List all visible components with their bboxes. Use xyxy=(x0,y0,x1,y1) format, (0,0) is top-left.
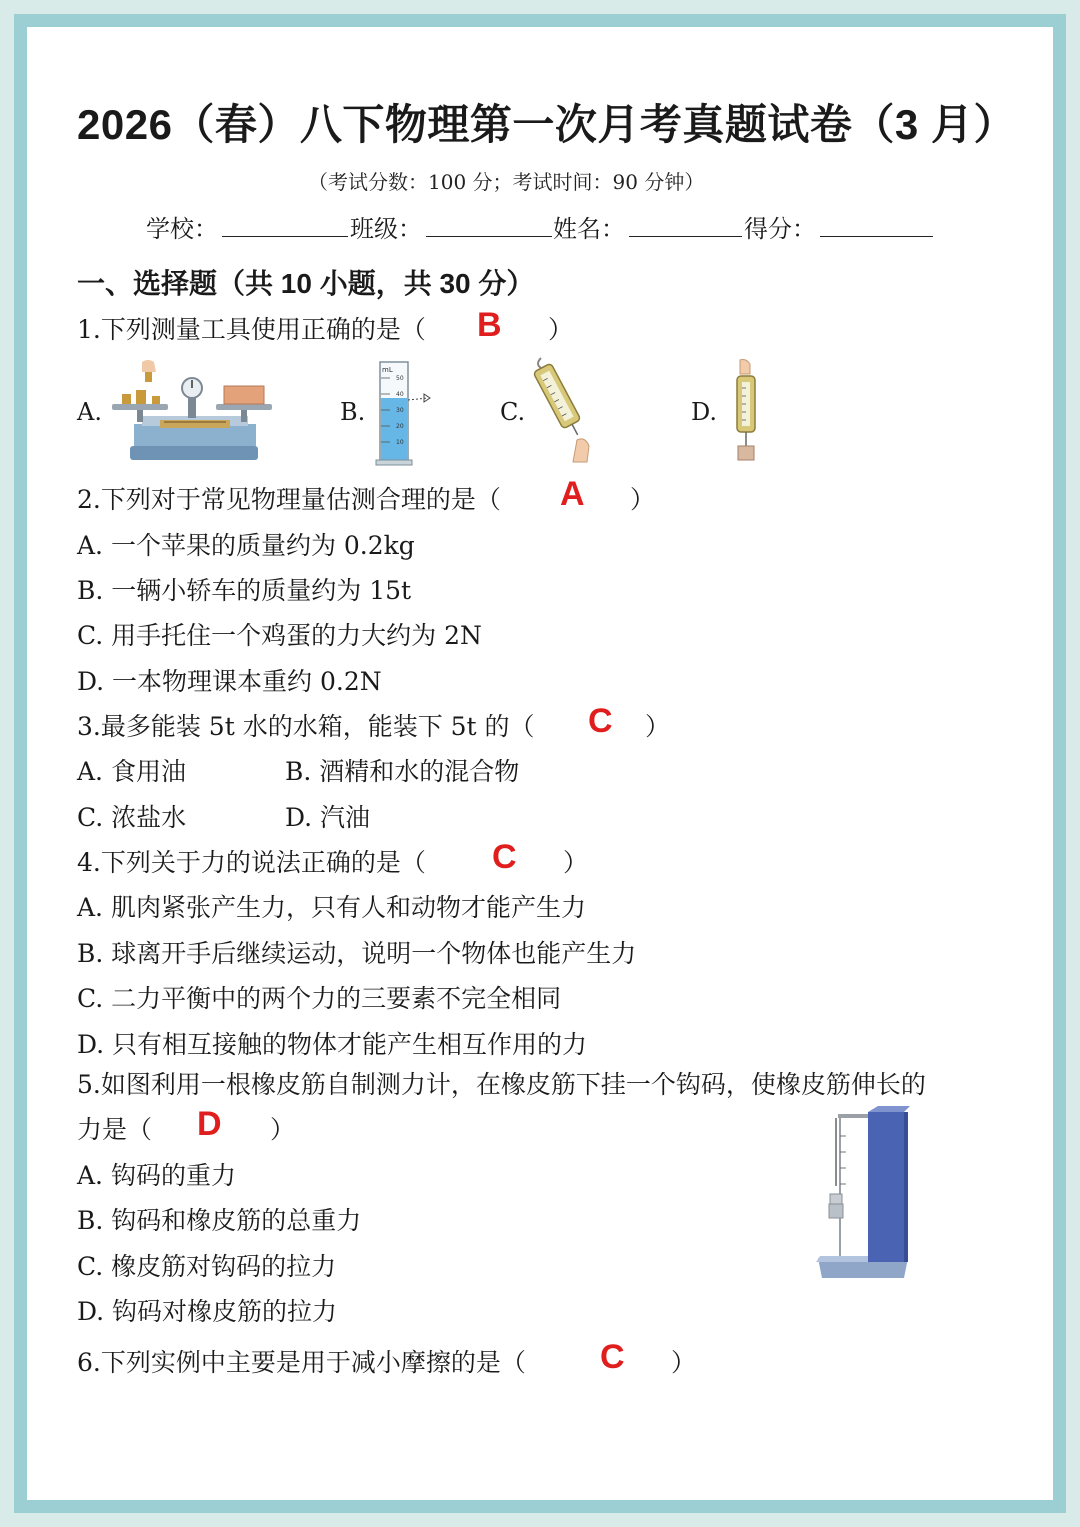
question-2: 2.下列对于常见物理量估测合理的是（ xyxy=(77,485,501,514)
section-heading: 一、选择题（共 10 小题，共 30 分） xyxy=(77,268,535,299)
q5-option-d: D. 钩码对橡皮筋的拉力 xyxy=(77,1297,338,1326)
q5-option-b: B. 钩码和橡皮筋的总重力 xyxy=(77,1206,362,1235)
cylinder-tick-20: 20 xyxy=(396,423,404,430)
question-6-close: ） xyxy=(671,1348,697,1377)
q1-option-c: C. xyxy=(500,398,526,426)
question-3-close: ） xyxy=(645,712,671,741)
q5-option-c: C. 橡皮筋对钩码的拉力 xyxy=(77,1252,337,1281)
exam-meta: （考试分数：100 分；考试时间：90 分钟） xyxy=(308,170,705,194)
q2-option-c: C. 用手托住一个鸡蛋的力大约为 2N xyxy=(77,621,482,650)
q1-option-a: A. xyxy=(77,398,102,426)
q5-option-a: A. 钩码的重力 xyxy=(77,1161,236,1190)
q4-option-d: D. 只有相互接触的物体才能产生相互作用的力 xyxy=(77,1030,588,1059)
class-label: 班级： xyxy=(350,215,422,243)
q2-option-d: D. 一本物理课本重约 0.2N xyxy=(77,667,382,696)
question-2-close: ） xyxy=(630,485,656,514)
cylinder-tick-40: 40 xyxy=(396,391,404,398)
rubber-band-meter-figure xyxy=(812,1106,912,1284)
answer-6: C xyxy=(600,1338,625,1376)
cylinder-unit: mL xyxy=(382,366,393,374)
school-field[interactable] xyxy=(222,236,348,237)
question-5-line-1: 5.如图利用一根橡皮筋自制测力计，在橡皮筋下挂一个钩码，使橡皮筋伸长的 xyxy=(77,1070,926,1099)
balance-scale-figure xyxy=(112,358,272,464)
school-label: 学校： xyxy=(146,215,218,243)
cylinder-tick-30: 30 xyxy=(396,407,404,414)
answer-4: C xyxy=(492,838,517,876)
name-label: 姓名： xyxy=(553,215,625,243)
page-title: 2026（春）八下物理第一次月考真题试卷（3 月） xyxy=(77,101,1016,148)
answer-2: A xyxy=(560,475,585,513)
cylinder-tick-50: 50 xyxy=(396,375,404,382)
class-field[interactable] xyxy=(426,236,552,237)
q3-option-b: B. 酒精和水的混合物 xyxy=(285,757,520,786)
measuring-cylinder-figure xyxy=(370,358,440,466)
spring-scale-vertical-figure xyxy=(728,358,764,464)
cylinder-tick-10: 10 xyxy=(396,439,404,446)
question-3: 3.最多能装 5t 水的水箱，能装下 5t 的（ xyxy=(77,712,535,741)
question-5-close: ） xyxy=(270,1115,296,1144)
question-4: 4.下列关于力的说法正确的是（ xyxy=(77,848,426,877)
q3-option-d: D. 汽油 xyxy=(285,803,371,832)
q4-option-b: B. 球离开手后继续运动，说明一个物体也能产生力 xyxy=(77,939,637,968)
q4-option-c: C. 二力平衡中的两个力的三要素不完全相同 xyxy=(77,984,562,1013)
answer-1: B xyxy=(477,306,502,344)
question-5-line-2: 力是（ xyxy=(77,1115,153,1144)
score-field[interactable] xyxy=(820,236,933,237)
score-label: 得分： xyxy=(744,215,816,243)
q3-option-c: C. 浓盐水 xyxy=(77,803,187,832)
name-field[interactable] xyxy=(629,236,742,237)
answer-5: D xyxy=(197,1105,222,1143)
q1-option-b: B. xyxy=(340,398,366,426)
q4-option-a: A. 肌肉紧张产生力，只有人和动物才能产生力 xyxy=(77,893,586,922)
q1-option-d: D. xyxy=(691,398,718,426)
q2-option-b: B. 一辆小轿车的质量约为 15t xyxy=(77,576,412,605)
q3-option-a: A. 食用油 xyxy=(77,757,186,786)
question-4-close: ） xyxy=(563,848,589,877)
question-1: 1.下列测量工具使用正确的是（ xyxy=(77,315,426,344)
answer-3: C xyxy=(588,702,613,740)
q2-option-a: A. 一个苹果的质量约为 0.2kg xyxy=(77,531,415,560)
question-1-close: ） xyxy=(548,315,574,344)
spring-scale-tilted-figure xyxy=(533,356,595,464)
question-6: 6.下列实例中主要是用于减小摩擦的是（ xyxy=(77,1348,526,1377)
